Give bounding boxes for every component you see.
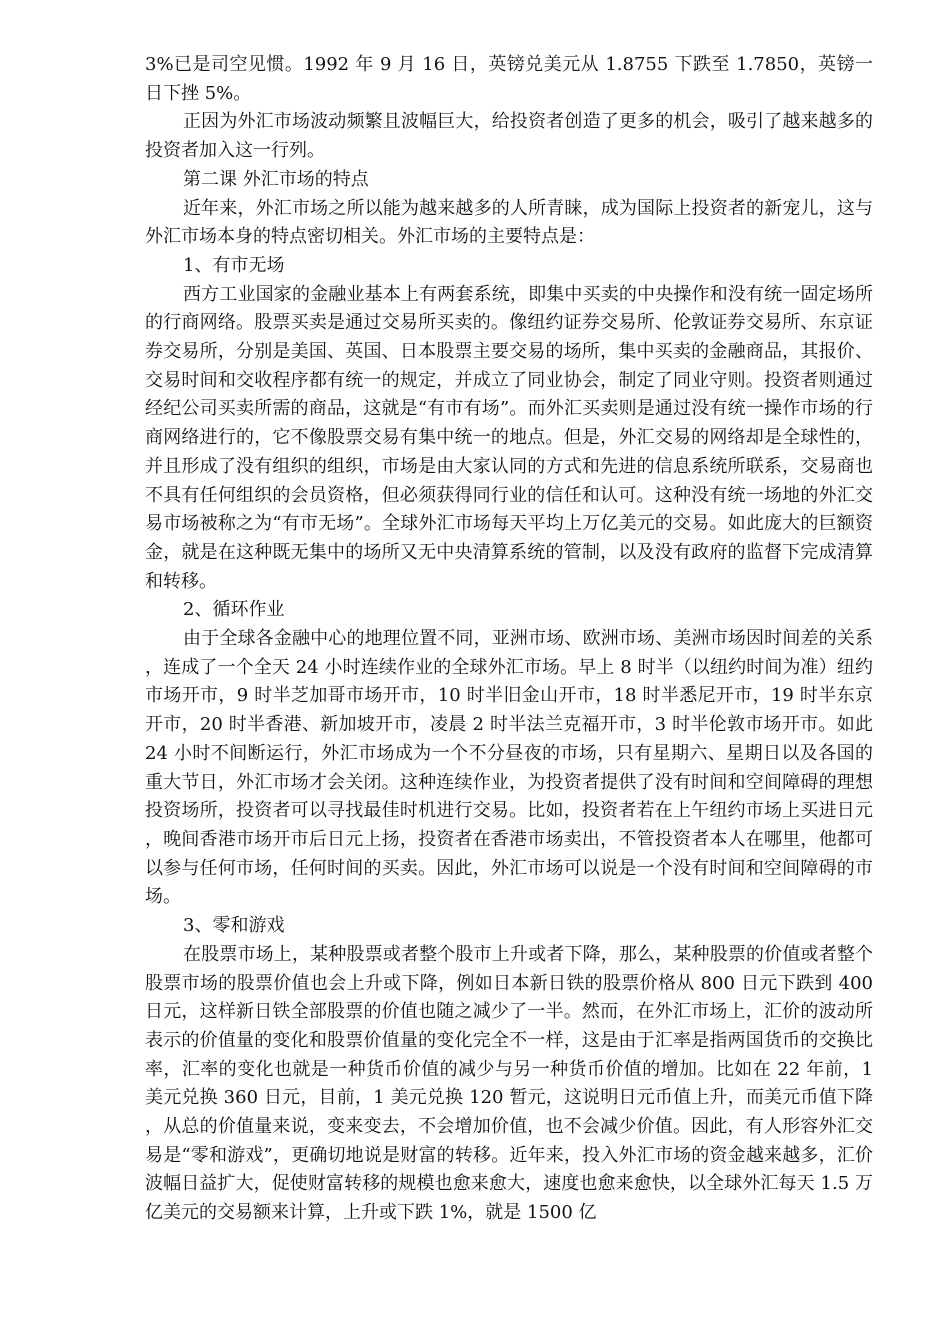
- subheading-1: 1、有市无场: [183, 254, 285, 276]
- paragraph-5: 由于全球各金融中心的地理位置不同，亚洲市场、欧洲市场、美洲市场因时间差的关系，连成了一个全天 24 小时连续作业的全球外汇市场。早上 8 时半（以纽约时间为准）纽约市场开市，9 时半芝加哥市场开市，10 时半旧金山开市，18 时半悉尼开市，19 时半东京开市，20 时半香港、新加坡开市，凌晨 2 时半法兰克福开市，3 时半伦敦市场开市。如此 24 小时不间断运行，外汇市场成为一个不分昼夜的市场，只有星期六、星期日以及各国的重大节日，外汇市场才会关闭。这种连续作业，为投资者提供了没有时间和空间障碍的理想投资场所，投资者可以寻找最佳时机进行交易。比如，投资者若在上午纽约市场上买进日元，晚间香港市场开市后日元上扬，投资者在香港市场卖出，不管投资者本人在哪里，他都可以参与任何市场，任何时间的买卖。因此，外汇市场可以说是一个没有时间和空间障碍的市场。: [145, 628, 873, 908]
- subheading-2: 2、循环作业: [183, 599, 285, 621]
- section-heading: 第二课 外汇市场的特点: [183, 168, 369, 190]
- document-body: [145, 51, 873, 1228]
- paragraph-6: 在股票市场上，某种股票或者整个股市上升或者下降，那么，某种股票的价值或者整个股票市场的股票价值也会上升或下降，例如日本新日铁的股票价格从 800 日元下跌到 400 日元，这样新日铁全部股票的价值也随之减少了一半。然而，在外汇市场上，汇价的波动所表示的价值量的变化和股票价值量的变化完全不一样，这是由于汇率是指两国货币的交换比率，汇率的变化也就是一种货币价值的减少与另一种货币价值的增加。比如在 22 年前，1 美元兑换 360 日元，目前，1 美元兑换 120 暂元，这说明日元币值上升，而美元币值下降，从总的价值量来说，变来变去，不会增加价值，也不会减少价值。因此，有人形容外汇交易是“零和游戏”，更确切地说是财富的转移。近年来，投入外汇市场的资金越来越多，汇价波幅日益扩大，促使财富转移的规模也愈来愈大，速度也愈来愈快，以全球外汇每天 1.5 万亿美元的交易额来计算，上升或下跌 1%，就是 1500 亿: [145, 943, 873, 1224]
- paragraph-2: 正因为外汇市场波动频繁且波幅巨大，给投资者创造了更多的机会，吸引了越来越多的投资者加入这一行列。: [145, 111, 873, 162]
- paragraph-4: 西方工业国家的金融业基本上有两套系统，即集中买卖的中央操作和没有统一固定场所的行商网络。股票买卖是通过交易所买卖的。像纽约证券交易所、伦敦证券交易所、东京证券交易所，分别是美国、英国、日本股票主要交易的场所，集中买卖的金融商品，其报价、交易时间和交收程序都有统一的规定，并成立了同业协会，制定了同业守则。投资者则通过经纪公司买卖所需的商品，这就是“有市有场”。而外汇买卖则是通过没有统一操作市场的行商网络进行的，它不像股票交易有集中统一的地点。但是，外汇交易的网络却是全球性的，并且形成了没有组织的组织，市场是由大家认同的方式和先进的信息系统所联系，交易商也不具有任何组织的会员资格，但必须获得同行业的信任和认可。这种没有统一场地的外汇交易市场被称之为“有市无场”。全球外汇市场每天平均上万亿美元的交易。如此庞大的巨额资金，就是在这种既无集中的场所又无中央清算系统的管制，以及没有政府的监督下完成清算和转移。: [145, 283, 873, 592]
- paragraph-3: 近年来，外汇市场之所以能为越来越多的人所青睐，成为国际上投资者的新宠儿，这与外汇市场本身的特点密切相关。外汇市场的主要特点是：: [145, 197, 873, 248]
- paragraph-1: 3%已是司空见惯。1992 年 9 月 16 日，英镑兑美元从 1.8755 下跌至 1.7850，英镑一日下挫 5%。: [145, 54, 873, 104]
- subheading-3: 3、零和游戏: [183, 915, 285, 937]
